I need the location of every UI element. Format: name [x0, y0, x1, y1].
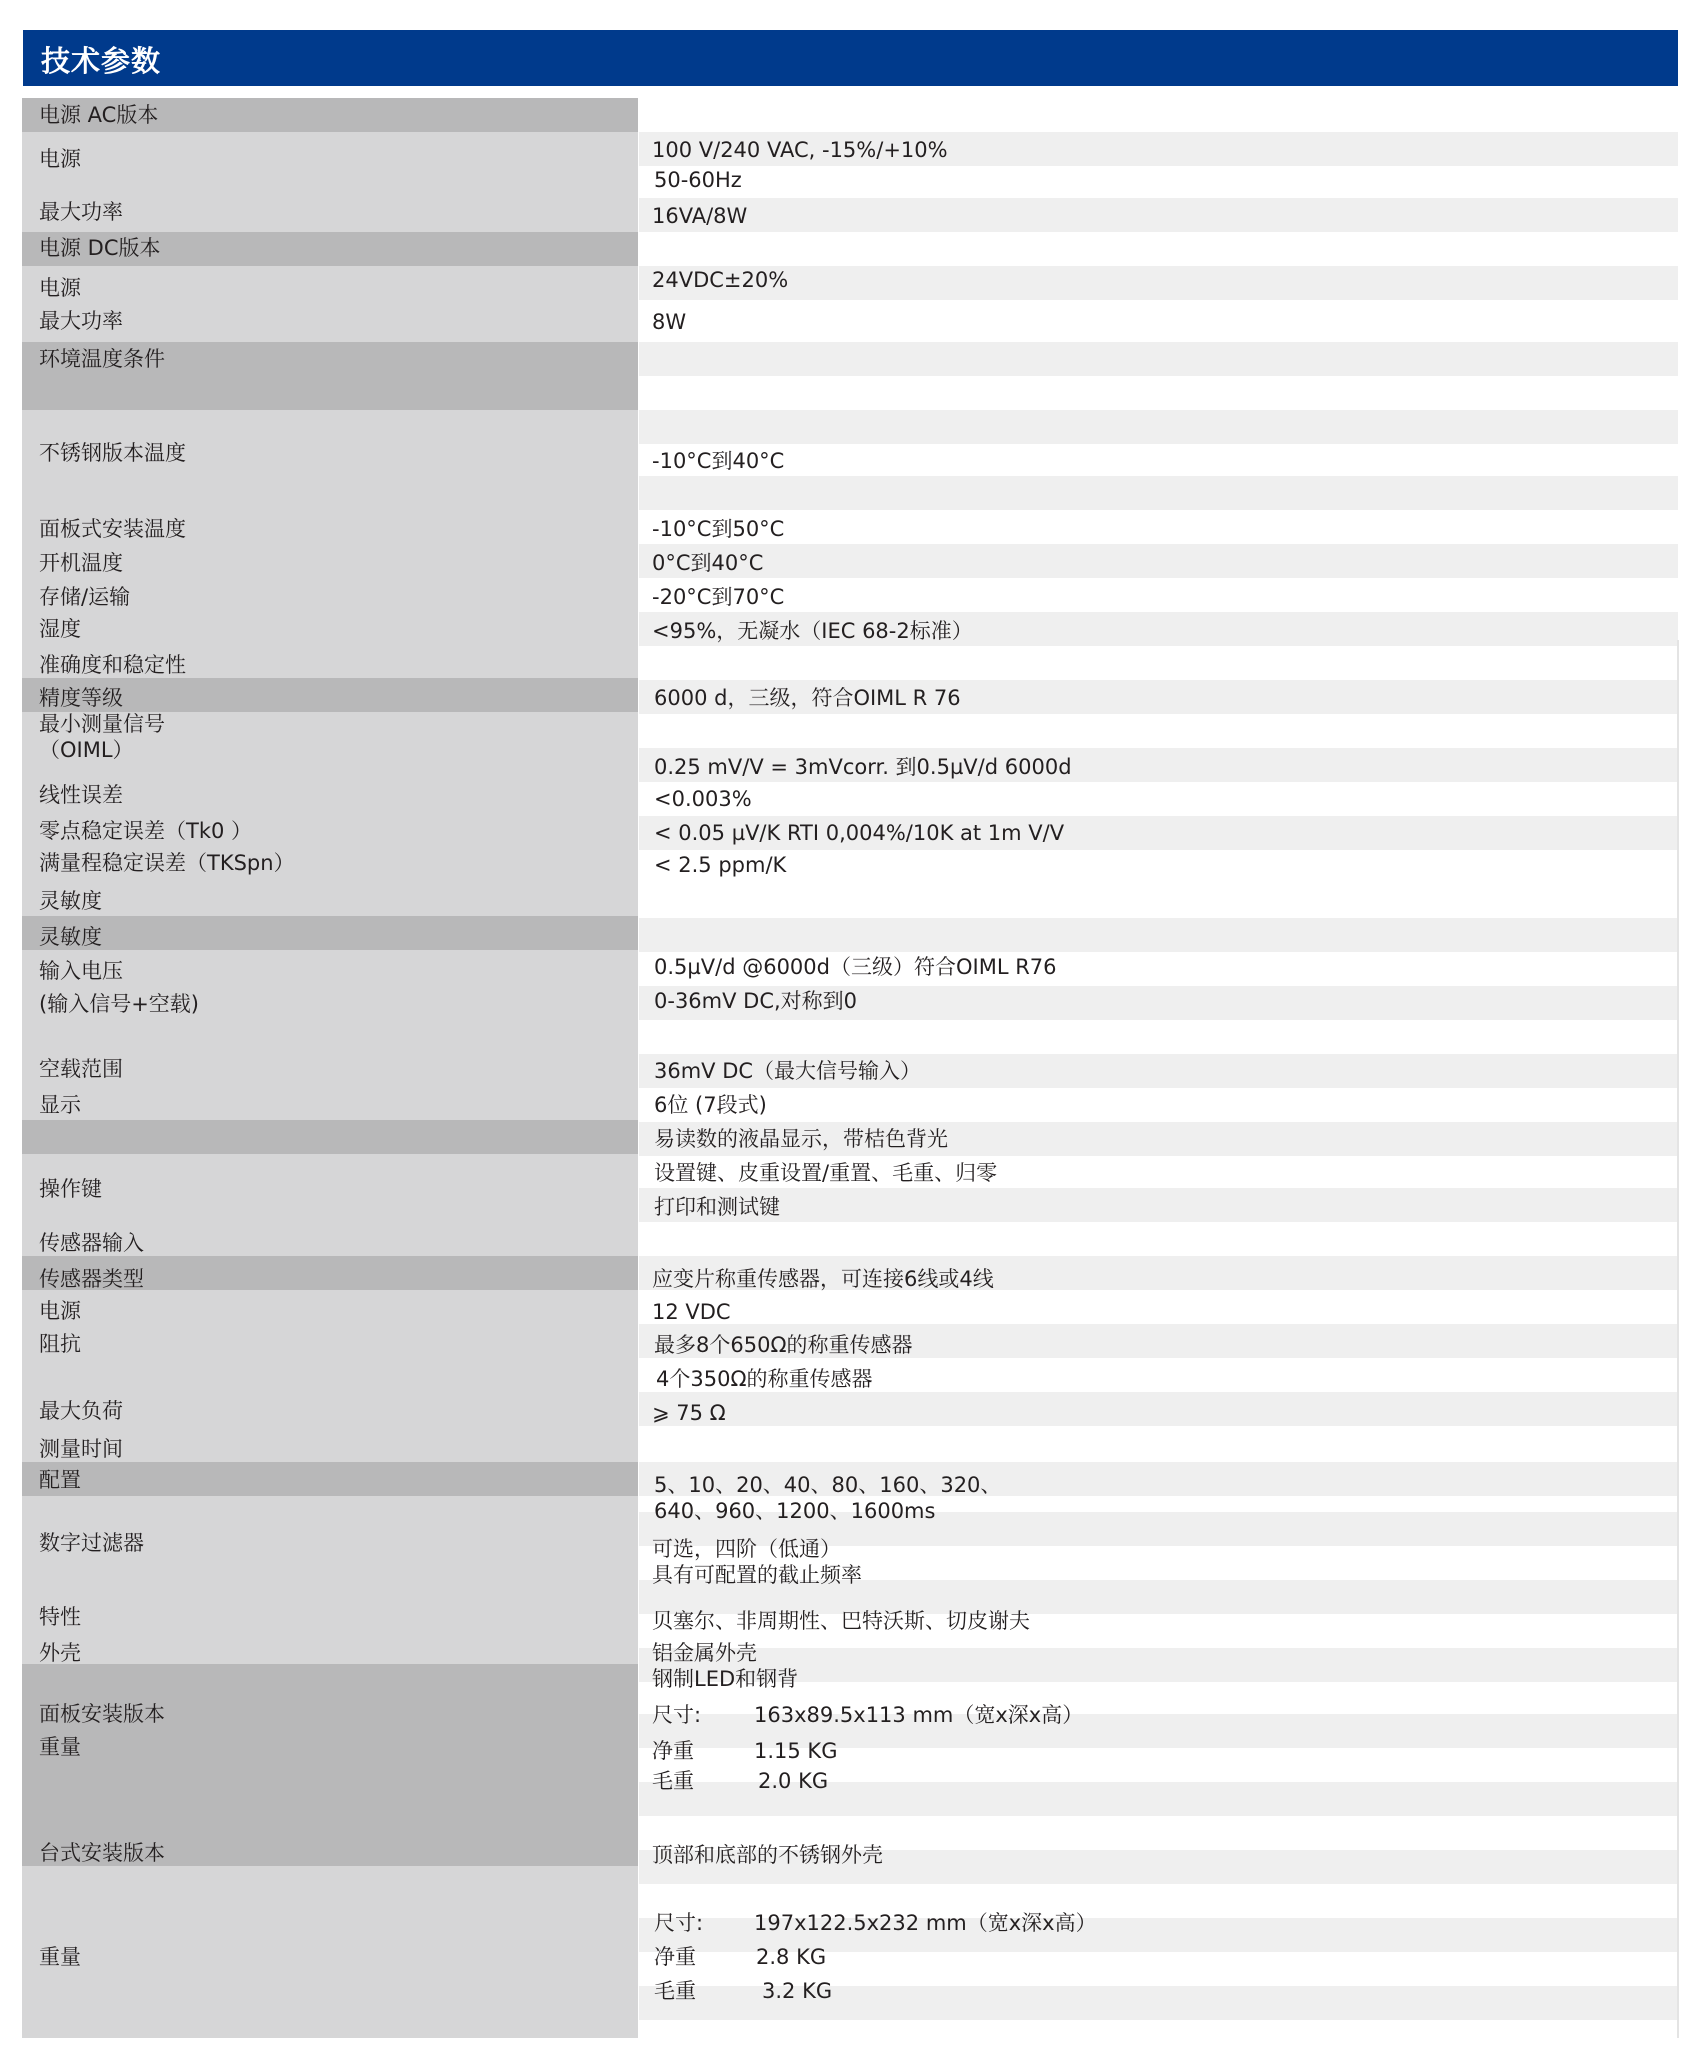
section-title-display: 显示: [39, 1093, 81, 1117]
right-border-line: [1677, 640, 1679, 2038]
housing-panel-label: 面板安装版本: [39, 1702, 165, 1726]
sensor-impedance-value-2: 4个350Ω的称重传感器: [656, 1367, 873, 1391]
right-row-bg: [639, 476, 1678, 510]
measure-props-value: 贝塞尔、非周期性、巴特沃斯、切皮谢夫: [652, 1609, 1030, 1633]
sensor-maxload-label: 最大负荷: [39, 1399, 123, 1423]
env-panel-label: 面板式安装温度: [39, 517, 186, 541]
sens-input-voltage-value: 0.5µV/d @6000d（三级）符合OIML R76: [654, 955, 1057, 979]
housing-panel-net-value: 1.15 KG: [754, 1739, 838, 1763]
acc-class-label: 精度等级: [39, 686, 123, 710]
acc-min-signal-label-2: （OIML）: [39, 738, 134, 762]
sens-label: 灵敏度: [39, 925, 102, 949]
acc-span-value: < 2.5 ppm/K: [654, 853, 787, 877]
acc-min-signal-value: 0.25 mV/V = 3mVcorr. 到0.5µV/d 6000d: [654, 755, 1072, 779]
right-row-bg: [639, 266, 1678, 300]
page-title: 技术参数: [41, 44, 162, 78]
section-bg-sensitivity: [22, 916, 638, 950]
sensor-impedance-value-1: 最多8个650Ω的称重传感器: [654, 1333, 913, 1357]
acc-min-signal-label-1: 最小测量信号: [39, 712, 165, 736]
housing-panel-net-key: 净重: [652, 1739, 694, 1763]
measure-config-label: 配置: [39, 1468, 81, 1492]
right-row-bg: [639, 342, 1678, 376]
section-bg-measure: [22, 1462, 638, 1496]
env-startup-label: 开机温度: [39, 551, 123, 575]
acc-zero-value: < 0.05 µV/K RTI 0,004%/10K at 1m V/V: [654, 821, 1065, 845]
header-bar: [23, 30, 1678, 86]
housing-desk-value: 顶部和底部的不锈钢外壳: [652, 1843, 883, 1867]
display-keys-value-2: 打印和测试键: [654, 1195, 780, 1219]
section-title-housing: 外壳: [39, 1641, 81, 1665]
measure-config-value-2: 640、960、1200、1600ms: [654, 1499, 936, 1523]
dc-power-label: 电源: [39, 276, 81, 300]
measure-props-label: 特性: [39, 1605, 81, 1629]
section-title-dc: 电源 DC版本: [39, 236, 161, 260]
housing-desk-label: 台式安装版本: [39, 1841, 165, 1865]
housing-panel-size-value: 163x89.5x113 mm（宽x深x高）: [754, 1703, 1084, 1727]
right-row-bg: [639, 1392, 1678, 1426]
right-row-bg: [639, 918, 1678, 952]
ac-power-value-2: 50-60Hz: [654, 168, 742, 192]
sensor-type-value: 应变片称重传感器，可连接6线或4线: [652, 1267, 994, 1291]
section-title-sensitivity: 灵敏度: [39, 889, 102, 913]
sensor-power-label: 电源: [39, 1299, 81, 1323]
measure-config-value-1: 5、10、20、40、80、160、320、: [654, 1473, 1002, 1497]
dc-power-value: 24VDC±20%: [652, 268, 789, 292]
housing-panel-size-key: 尺寸:: [652, 1703, 702, 1727]
section-bg-display: [22, 1120, 638, 1154]
housing-desk-weight-label: 重量: [39, 1945, 81, 1969]
housing-panel-gross-key: 毛重: [652, 1769, 694, 1793]
acc-linearity-value: <0.003%: [654, 787, 752, 811]
sens-input-signal-label: (输入信号+空载): [39, 992, 199, 1016]
housing-value-2: 钢制LED和钢背: [652, 1667, 799, 1691]
spec-table: [22, 98, 1678, 2038]
env-humidity-label: 湿度: [39, 617, 81, 641]
env-storage-label: 存储/运输: [39, 585, 131, 609]
sensor-impedance-label: 阻抗: [39, 1332, 81, 1356]
env-panel-value: -10°C到50°C: [652, 517, 785, 541]
housing-desk-gross-value: 3.2 KG: [762, 1979, 833, 2003]
left-bg: [22, 1866, 638, 2038]
sens-deadload-value: 36mV DC（最大信号输入）: [654, 1059, 922, 1083]
housing-desk-size-value: 197x122.5x232 mm（宽x深x高）: [754, 1911, 1097, 1935]
env-humidity-value: <95%，无凝水（IEC 68-2标准）: [652, 619, 973, 643]
right-row-bg: [639, 410, 1678, 444]
acc-linearity-label: 线性误差: [39, 783, 123, 807]
ac-max-power-value: 16VA/8W: [652, 204, 748, 228]
left-bg: [22, 1496, 638, 1664]
section-bg-housing: [22, 1664, 638, 1866]
right-row-bg: [639, 544, 1678, 578]
measure-filter-value-1: 可选，四阶（低通）: [652, 1537, 841, 1561]
acc-zero-label: 零点稳定误差（Tk0 ）: [39, 819, 253, 843]
env-stainless-label: 不锈钢版本温度: [39, 441, 186, 465]
sensor-type-label: 传感器类型: [39, 1267, 144, 1291]
dc-max-power-label: 最大功率: [39, 309, 123, 333]
housing-desk-net-value: 2.8 KG: [756, 1945, 827, 1969]
display-desc-value: 易读数的液晶显示，带桔色背光: [654, 1127, 948, 1151]
measure-filter-value-2: 具有可配置的截止频率: [652, 1563, 862, 1587]
dc-max-power-value: 8W: [652, 310, 687, 334]
acc-class-value: 6000 d，三级，符合OIML R 76: [654, 686, 961, 710]
housing-desk-size-key: 尺寸:: [654, 1911, 704, 1935]
housing-desk-net-key: 净重: [654, 1945, 696, 1969]
right-row-bg: [639, 198, 1678, 232]
display-digits-value: 6位 (7段式): [654, 1093, 767, 1117]
section-title-ac: 电源 AC版本: [39, 103, 159, 127]
env-stainless-value: -10°C到40°C: [652, 449, 785, 473]
sens-input-signal-value: 0-36mV DC,对称到0: [654, 989, 858, 1013]
section-title-accuracy: 准确度和稳定性: [39, 653, 186, 677]
measure-filter-label: 数字过滤器: [39, 1531, 144, 1555]
env-startup-value: 0°C到40°C: [652, 551, 764, 575]
env-storage-value: -20°C到70°C: [652, 585, 785, 609]
housing-value-1: 铝金属外壳: [652, 1641, 757, 1665]
ac-power-label: 电源: [39, 147, 81, 171]
display-keys-label: 操作键: [39, 1177, 102, 1201]
housing-desk-gross-key: 毛重: [654, 1979, 696, 2003]
acc-span-label: 满量程稳定误差（TKSpn）: [39, 851, 295, 875]
ac-power-value-1: 100 V/240 VAC, -15%/+10%: [652, 138, 948, 162]
housing-panel-gross-value: 2.0 KG: [758, 1769, 829, 1793]
sens-deadload-label: 空载范围: [39, 1057, 123, 1081]
display-keys-value-1: 设置键、皮重设置/重置、毛重、归零: [654, 1161, 998, 1185]
section-title-env: 环境温度条件: [39, 347, 165, 371]
right-row-bg: [639, 1188, 1678, 1222]
sensor-power-value: 12 VDC: [652, 1300, 731, 1324]
sens-input-voltage-label: 输入电压: [39, 959, 123, 983]
sensor-maxload-value: ⩾ 75 Ω: [652, 1401, 726, 1425]
section-title-sensor: 传感器输入: [39, 1231, 144, 1255]
ac-max-power-label: 最大功率: [39, 200, 123, 224]
housing-panel-weight-label: 重量: [39, 1735, 81, 1759]
section-title-measure: 测量时间: [39, 1437, 123, 1461]
